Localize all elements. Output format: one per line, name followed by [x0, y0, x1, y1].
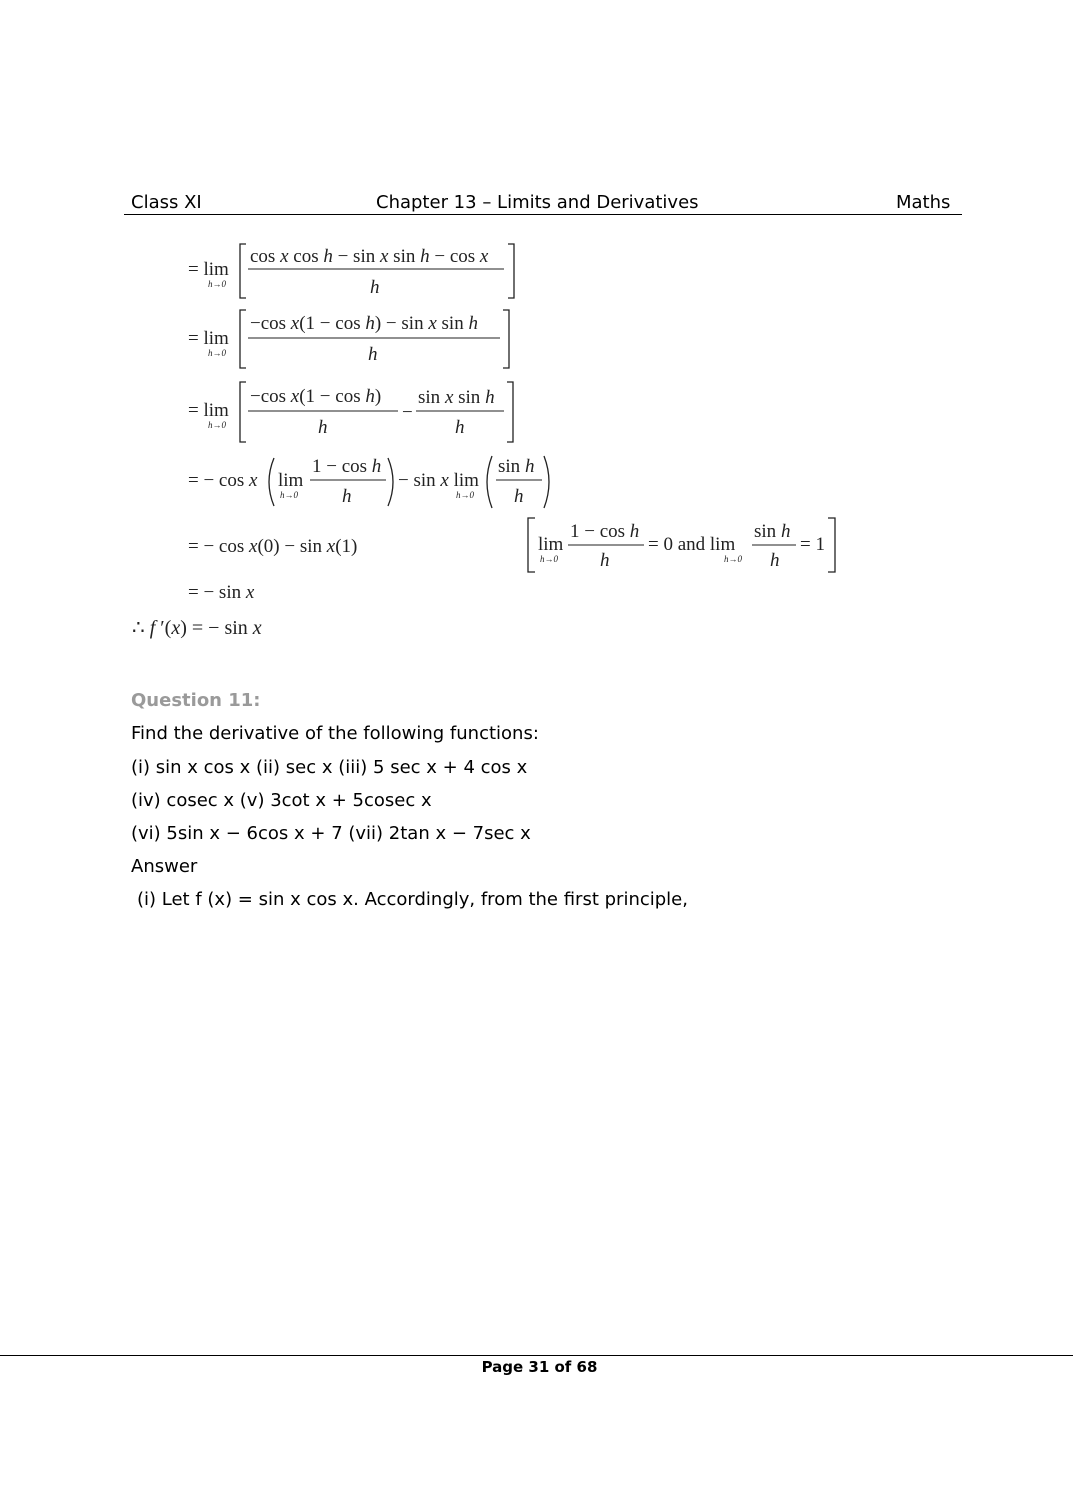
svg-text:h: h: [600, 550, 610, 571]
svg-text:−cos x(1 − cos h) − sin x sin: −cos x(1 − cos h) − sin x sin h: [250, 313, 478, 334]
svg-text:h: h: [318, 417, 328, 438]
svg-text:cos x cos h − sin x sin h − co: cos x cos h − sin x sin h − cos x: [250, 246, 489, 267]
svg-text:= 0 and lim: = 0 and lim: [648, 534, 736, 555]
question-items-1: (i) sin x cos x (ii) sec x (iii) 5 sec x + 4 cos x: [131, 757, 528, 778]
svg-text:= lim: = lim: [188, 400, 229, 421]
svg-text:= lim: = lim: [188, 259, 229, 280]
svg-text:h→0: h→0: [208, 279, 226, 289]
svg-text:lim: lim: [538, 534, 564, 555]
svg-text:= − sin x: = − sin x: [188, 582, 255, 603]
svg-text:sin x sin h: sin x sin h: [418, 387, 495, 408]
svg-text:−: −: [402, 402, 413, 423]
header-chapter: Chapter 13 – Limits and Derivatives: [376, 192, 699, 213]
step-1: [188, 244, 514, 298]
svg-text:h: h: [770, 550, 780, 571]
svg-text:sin h: sin h: [754, 521, 791, 542]
svg-text:h: h: [514, 486, 524, 507]
svg-text:h→0: h→0: [208, 348, 226, 358]
svg-text:sin h: sin h: [498, 456, 535, 477]
svg-text:h→0: h→0: [724, 554, 742, 564]
svg-text:= − cos x: = − cos x: [188, 470, 258, 491]
step-5: [188, 518, 835, 572]
question-items-3: (vi) 5sin x − 6cos x + 7 (vii) 2tan x − 7sec x: [131, 823, 531, 844]
svg-text:h→0: h→0: [540, 554, 558, 564]
step-2: [188, 310, 509, 368]
svg-text:h→0: h→0: [456, 490, 474, 500]
answer-label: Answer: [131, 856, 198, 877]
svg-text:h→0: h→0: [208, 420, 226, 430]
svg-text:h: h: [370, 277, 380, 298]
svg-text:= lim: = lim: [188, 328, 229, 349]
question-title: Question 11:: [131, 690, 261, 711]
question-items-2: (iv) cosec x (v) 3cot x + 5cosec x: [131, 790, 432, 811]
svg-text:h: h: [455, 417, 465, 438]
svg-text:h→0: h→0: [280, 490, 298, 500]
step-6: [188, 582, 255, 603]
header-rule: [124, 214, 962, 215]
step-4: [188, 456, 549, 508]
header-subject: Maths: [896, 192, 951, 213]
svg-text:h: h: [368, 344, 378, 365]
footer-rule: [0, 1355, 1073, 1356]
svg-text:lim: lim: [278, 470, 304, 491]
derivation-equations: [130, 236, 850, 646]
svg-text:− sin x lim: − sin x lim: [398, 470, 479, 491]
step-3: [188, 382, 513, 442]
svg-text:∴ f ′(x) = − sin x: ∴ f ′(x) = − sin x: [132, 617, 262, 639]
svg-text:= − cos x(0) − sin x(1): = − cos x(0) − sin x(1): [188, 536, 358, 557]
svg-text:h: h: [342, 486, 352, 507]
question-prompt: Find the derivative of the following functions:: [131, 723, 539, 744]
svg-text:1 − cos h: 1 − cos h: [312, 456, 382, 477]
svg-text:1 − cos h: 1 − cos h: [570, 521, 640, 542]
conclusion: [132, 617, 262, 639]
svg-text:= 1: = 1: [800, 534, 825, 555]
page-number: Page 31 of 68: [481, 1358, 598, 1376]
answer-text: (i) Let f (x) = sin x cos x. Accordingly, from the first principle,: [137, 889, 688, 910]
svg-text:−cos x(1 − cos h): −cos x(1 − cos h): [250, 386, 382, 407]
header-class: Class XI: [131, 192, 202, 213]
